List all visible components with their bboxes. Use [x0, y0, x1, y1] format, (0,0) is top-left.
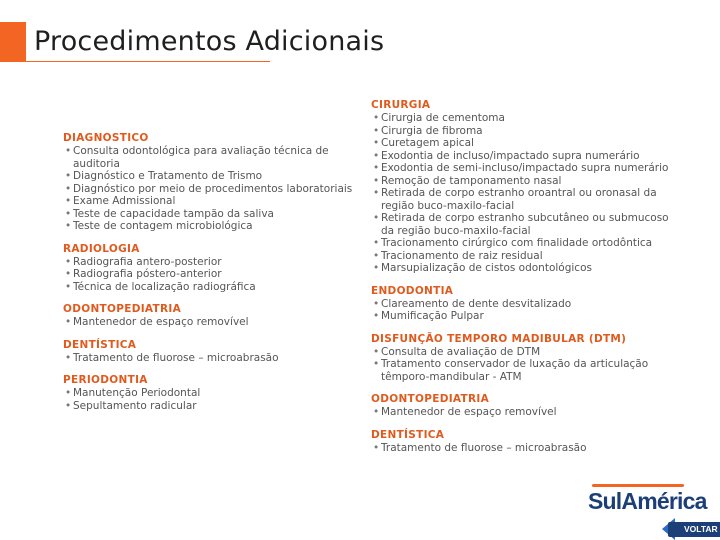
- right-procedure-column: [371, 99, 671, 464]
- procedure-list: [63, 352, 353, 365]
- procedure-item: • Marsupialização de cistos odontológicos: [371, 262, 671, 275]
- section-endodontia: [371, 285, 671, 323]
- section-odontopediatria: [371, 393, 671, 419]
- title-underline: [26, 61, 270, 62]
- sulamerica-logo: SulAmérica: [588, 488, 707, 514]
- procedure-item: • Tratamento de fluorose – microabrasão: [371, 442, 671, 455]
- procedure-list: [371, 406, 671, 419]
- procedure-item: • Técnica de localização radiográfica: [63, 281, 353, 294]
- procedure-item: • Cirurgia de cementoma: [371, 112, 671, 125]
- procedure-item: • Exame Admissional: [63, 195, 353, 208]
- procedure-item: • Tracionamento de raiz residual: [371, 250, 671, 263]
- section-heading: ODONTOPEDIATRIA: [63, 303, 182, 315]
- procedure-item: • Diagnóstico e Tratamento de Trismo: [63, 170, 353, 183]
- procedure-item: • Mantenedor de espaço removível: [371, 406, 671, 419]
- procedure-item: • Cirurgia de fibroma: [371, 125, 671, 138]
- procedure-item: • Curetagem apical: [371, 137, 671, 150]
- procedure-item: • Tracionamento cirúrgico com finalidade ortodôntica: [371, 237, 671, 250]
- procedure-list: [63, 145, 353, 233]
- procedure-item: • Tratamento de fluorose – microabrasão: [63, 352, 353, 365]
- procedure-item: • Teste de capacidade tampão da saliva: [63, 208, 353, 221]
- procedure-list: [63, 387, 353, 412]
- procedure-item: • Radiografia póstero-anterior: [63, 268, 353, 281]
- procedure-item: • Tratamento conservador de luxação da articulação têmporo-mandibular - ATM: [371, 358, 671, 383]
- section-radiologia: [63, 243, 353, 294]
- section-heading: DIAGNÓSTICO: [63, 132, 149, 144]
- section-heading: ENDODONTIA: [371, 284, 454, 297]
- procedure-item: • Remoção de tamponamento nasal: [371, 175, 671, 188]
- section-heading: ODONTOPEDIATRIA: [371, 393, 490, 405]
- procedure-item: • Clareamento de dente desvitalizado: [371, 298, 671, 311]
- section-heading: DISFUNÇÃO TEMPORO MADIBULAR (DTM): [371, 332, 627, 345]
- procedure-list: [371, 112, 671, 275]
- section-cirurgia: [371, 99, 671, 275]
- section-heading: CIRURGIA: [371, 99, 431, 111]
- section-diagnostico: [63, 132, 353, 233]
- procedure-list: [63, 256, 353, 294]
- procedure-item: • Radiografia antero-posterior: [63, 256, 353, 269]
- procedure-item: • Teste de contagem microbiológica: [63, 220, 353, 233]
- back-button[interactable]: VOLTAR: [668, 522, 720, 537]
- procedure-item: • Consulta odontológica para avaliação técnica de auditoria: [63, 145, 353, 170]
- procedure-item: • Diagnóstico por meio de procedimentos laboratoriais: [63, 183, 353, 196]
- procedure-item: • Exodontia de incluso/impactado supra numerário: [371, 150, 671, 163]
- procedure-item: • Retirada de corpo estranho oroantral ou oronasal da região buco-maxilo-facial: [371, 187, 671, 212]
- section-heading: DENTÍSTICA: [371, 428, 445, 441]
- procedure-item: • Mantenedor de espaço removível: [63, 316, 353, 329]
- section-odontopediatria: [63, 303, 353, 329]
- procedure-item: • Exodontia de semi-incluso/impactado supra numerário: [371, 162, 671, 175]
- procedure-item: • Retirada de corpo estranho subcutâneo ou submucoso da região buco-maxilo-facial: [371, 212, 671, 237]
- title-accent-bar: [0, 22, 26, 62]
- procedure-list: [63, 316, 353, 329]
- section-heading: DENTÍSTICA: [63, 338, 137, 351]
- procedure-item: • Sepultamento radicular: [63, 400, 353, 413]
- procedure-item: • Mumificação Pulpar: [371, 310, 671, 323]
- procedure-list: [371, 298, 671, 323]
- page-title: Procedimentos Adicionais: [34, 26, 385, 57]
- section-dentistica: [371, 429, 671, 455]
- procedure-item: • Consulta de avaliação de DTM: [371, 346, 671, 359]
- procedure-list: [371, 442, 671, 455]
- section-heading: RADIOLOGIA: [63, 242, 140, 255]
- section-dentistica: [63, 339, 353, 365]
- left-procedure-column: [63, 132, 353, 428]
- procedure-item: • Manutenção Periodontal: [63, 387, 353, 400]
- section-periodontia: [63, 374, 353, 412]
- procedure-list: [371, 346, 671, 384]
- section-heading: PERIODONTIA: [63, 374, 148, 386]
- section-disfuncao-temporo-madibular-dtm: [371, 333, 671, 384]
